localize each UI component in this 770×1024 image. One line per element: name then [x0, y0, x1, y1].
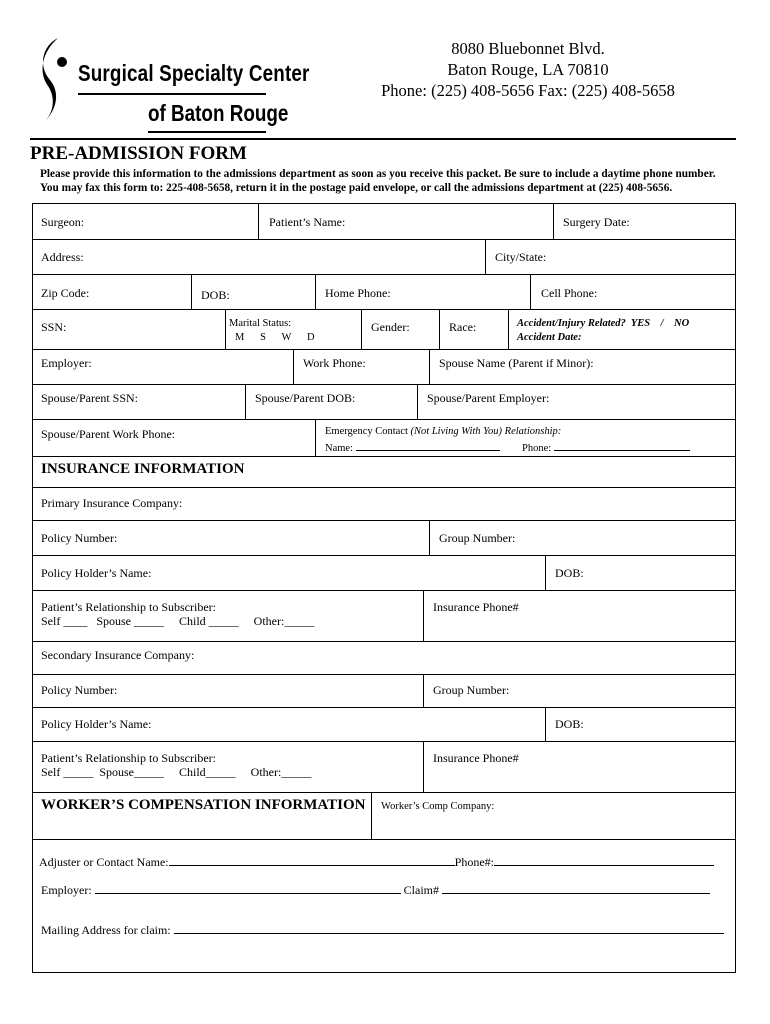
primary-insurance-company-field[interactable]: Primary Insurance Company: — [41, 496, 183, 510]
emergency-contact-note: (Not Living With You) Relationship: — [410, 426, 562, 437]
wc-employer-field[interactable] — [41, 882, 710, 898]
primary-policy-number-field[interactable]: Policy Number: — [41, 531, 118, 545]
employer-field[interactable]: Employer: — [41, 356, 92, 370]
emergency-name-field[interactable] — [325, 439, 500, 455]
divider — [371, 792, 372, 839]
secondary-relationship-label: Patient’s Relationship to Subscriber: — [41, 751, 216, 765]
accident-related-field[interactable]: Accident/Injury Related? YES / NO — [517, 318, 690, 329]
row-line — [33, 707, 735, 708]
adjuster-field[interactable] — [39, 854, 714, 870]
city-state-field[interactable]: City/State: — [495, 250, 547, 264]
wc-employer-line[interactable] — [95, 882, 401, 894]
form-title: PRE-ADMISSION FORM — [30, 143, 247, 164]
divider — [485, 239, 486, 274]
header-rule — [30, 138, 736, 140]
divider — [191, 274, 192, 309]
wc-mailing-address-line[interactable] — [174, 922, 724, 934]
emergency-phone-line[interactable] — [554, 439, 690, 451]
address-street: 8080 Bluebonnet Blvd. — [451, 39, 605, 58]
address-city: Baton Rouge, LA 70810 — [447, 60, 609, 79]
primary-holder-dob-field[interactable]: DOB: — [555, 566, 584, 580]
home-phone-field[interactable]: Home Phone: — [325, 286, 391, 300]
wc-mailing-address-label: Mailing Address for claim: — [41, 923, 171, 937]
primary-policy-holder-field[interactable]: Policy Holder’s Name: — [41, 566, 152, 580]
divider — [423, 674, 424, 707]
secondary-insurance-company-field[interactable]: Secondary Insurance Company: — [41, 648, 195, 662]
divider — [429, 349, 430, 384]
secondary-holder-dob-field[interactable]: DOB: — [555, 717, 584, 731]
emergency-name-label: Name: — [325, 443, 353, 454]
wc-claim-line[interactable] — [442, 882, 710, 894]
row-line — [33, 839, 735, 840]
divider — [429, 520, 430, 555]
marital-status-label: Marital Status: — [229, 318, 292, 329]
row-line — [33, 792, 735, 793]
spouse-work-phone-field[interactable]: Spouse/Parent Work Phone: — [41, 427, 176, 441]
emergency-phone-label: Phone: — [522, 443, 552, 454]
divider — [439, 309, 440, 349]
row-line — [33, 239, 735, 240]
secondary-relationship-options[interactable]: Self _____ Spouse_____ Child_____ Other:_____ — [41, 765, 312, 779]
secondary-policy-number-field[interactable]: Policy Number: — [41, 683, 118, 697]
spouse-ssn-field[interactable]: Spouse/Parent SSN: — [41, 391, 139, 405]
adjuster-line[interactable] — [169, 854, 455, 866]
adjuster-label: Adjuster or Contact Name: — [39, 855, 169, 869]
pre-admission-form — [32, 203, 736, 973]
row-line — [33, 555, 735, 556]
accident-date-field[interactable]: Accident Date: — [517, 332, 582, 343]
dob-field[interactable]: DOB: — [201, 288, 230, 302]
wc-mailing-address-field[interactable] — [41, 922, 724, 938]
emergency-contact-label — [325, 426, 561, 438]
form-instructions: Please provide this information to the admissions department as soon as you receive this packet. Be sure to include a daytime phone number. You may fax this form to: 225-408-5658, return it in the postage paid envelope, or call the admissions department at (225) 408-5656. — [40, 168, 716, 194]
row-line — [33, 520, 735, 521]
adjuster-phone-line[interactable] — [494, 854, 714, 866]
marital-status-options[interactable]: M S W D — [235, 332, 315, 343]
row-line — [33, 384, 735, 385]
divider — [545, 707, 546, 741]
insurance-section-heading: INSURANCE INFORMATION — [41, 461, 245, 477]
primary-insurance-phone-field[interactable]: Insurance Phone# — [433, 600, 519, 614]
spouse-employer-field[interactable]: Spouse/Parent Employer: — [427, 391, 550, 405]
surgery-date-field[interactable]: Surgery Date: — [563, 215, 630, 229]
primary-group-number-field[interactable]: Group Number: — [439, 531, 516, 545]
logo-divider-2 — [148, 131, 266, 133]
row-line — [33, 309, 735, 310]
spouse-dob-field[interactable]: Spouse/Parent DOB: — [255, 391, 356, 405]
row-line — [33, 674, 735, 675]
divider — [423, 741, 424, 792]
divider — [315, 419, 316, 456]
row-line — [33, 487, 735, 488]
row-line — [33, 456, 735, 457]
row-line — [33, 274, 735, 275]
divider — [315, 274, 316, 309]
row-line — [33, 641, 735, 642]
ssn-field[interactable]: SSN: — [41, 320, 67, 334]
wc-claim-label: Claim# — [403, 883, 439, 897]
emergency-phone-field[interactable] — [522, 439, 690, 455]
logo-divider — [78, 93, 266, 95]
race-field[interactable]: Race: — [449, 320, 477, 334]
cell-phone-field[interactable]: Cell Phone: — [541, 286, 598, 300]
divider — [508, 309, 509, 349]
address-phone-fax: Phone: (225) 408-5656 Fax: (225) 408-5658 — [381, 81, 675, 100]
center-address — [348, 38, 708, 101]
spouse-name-field[interactable]: Spouse Name (Parent if Minor): — [439, 356, 594, 370]
primary-relationship-options[interactable]: Self ____ Spouse _____ Child _____ Other:_____ — [41, 614, 315, 628]
primary-relationship-label: Patient’s Relationship to Subscriber: — [41, 600, 216, 614]
divider — [553, 204, 554, 239]
divider — [530, 274, 531, 309]
secondary-insurance-phone-field[interactable]: Insurance Phone# — [433, 751, 519, 765]
divider — [245, 384, 246, 419]
patient-name-field[interactable]: Patient’s Name: — [269, 215, 346, 229]
address-field[interactable]: Address: — [41, 250, 84, 264]
divider — [417, 384, 418, 419]
adjuster-phone-label: Phone#: — [454, 855, 494, 869]
divider — [423, 590, 424, 641]
gender-field[interactable]: Gender: — [371, 320, 410, 334]
row-line — [33, 741, 735, 742]
work-phone-field[interactable]: Work Phone: — [303, 356, 366, 370]
surgeon-field[interactable]: Surgeon: — [41, 215, 85, 229]
secondary-policy-holder-field[interactable]: Policy Holder’s Name: — [41, 717, 152, 731]
emergency-name-line[interactable] — [356, 439, 500, 451]
wc-employer-label: Employer: — [41, 883, 92, 897]
divider — [258, 204, 259, 239]
logo-name-line2: of Baton Rouge — [148, 100, 289, 126]
row-line — [33, 349, 735, 350]
workers-comp-section-heading: WORKER’S COMPENSATION INFORMATION — [41, 797, 366, 813]
workers-comp-company-field[interactable]: Worker’s Comp Company: — [381, 801, 495, 812]
divider — [361, 309, 362, 349]
logo-name-line1: Surgical Specialty Center — [78, 60, 310, 86]
zip-code-field[interactable]: Zip Code: — [41, 286, 90, 300]
secondary-group-number-field[interactable]: Group Number: — [433, 683, 510, 697]
emergency-contact-text: Emergency Contact — [325, 426, 411, 437]
row-line — [33, 419, 735, 420]
row-line — [33, 590, 735, 591]
surgical-center-logo-icon — [36, 36, 76, 128]
divider — [293, 349, 294, 384]
divider — [545, 555, 546, 590]
divider — [225, 309, 226, 349]
